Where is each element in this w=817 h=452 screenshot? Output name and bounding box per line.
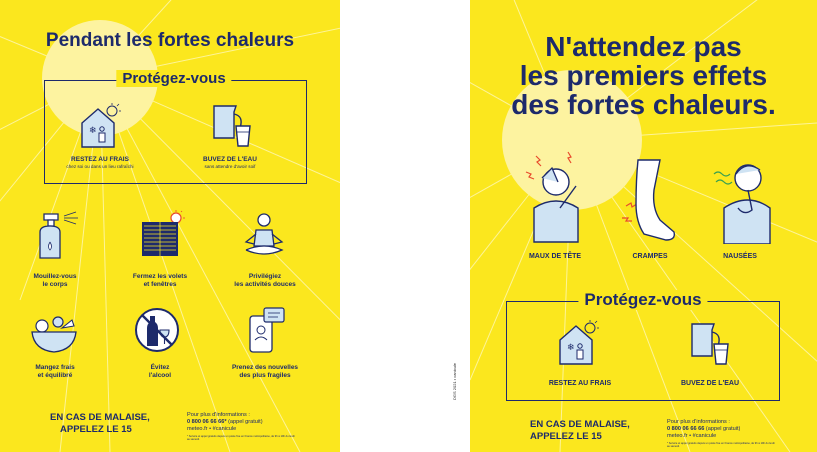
info-phone: 0 800 06 66 66*	[187, 419, 227, 425]
info-web: meteo.fr • #canicule	[667, 433, 717, 439]
stay-cool-label: RESTEZ AU FRAIS	[71, 156, 129, 163]
title-line3: des fortes chaleurs.	[511, 89, 776, 120]
no-alcohol-icon	[133, 306, 181, 354]
poster-title	[470, 32, 817, 119]
poster-title: Pendant les fortes chaleurs	[45, 30, 295, 51]
tip-alcohol-line2: l'alcool	[148, 372, 172, 379]
malaise-line1: EN CAS DE MALAISE,	[530, 419, 630, 430]
house-cool-icon	[556, 320, 600, 368]
title-line2: les premiers effets	[519, 60, 768, 91]
nausea-icon	[708, 150, 778, 244]
tip-alcohol-line1: Évitez	[150, 364, 170, 371]
headache-icon	[520, 148, 590, 244]
tip-eat-line1: Mangez frais	[35, 364, 75, 371]
tip-check-line2: des plus fragiles	[239, 372, 291, 379]
spray-bottle-icon	[34, 210, 80, 262]
svg-text:❄: ❄	[89, 125, 97, 135]
water-jug-icon	[206, 98, 256, 150]
poster-right	[470, 0, 817, 452]
tip-gentle-line2: les activités douces	[234, 281, 296, 288]
tip-wet-body-line2: le corps	[42, 281, 68, 288]
symptom-cramps: CRAMPES	[632, 253, 668, 260]
symptom-headache: MAUX DE TÊTE	[528, 253, 582, 260]
cramp-leg-icon	[618, 158, 678, 244]
tip-shutters-line2: et fenêtres	[143, 281, 177, 288]
tip-check-line1: Prenez des nouvelles	[231, 364, 299, 371]
drink-water-label: BUVEZ DE L'EAU	[203, 156, 257, 163]
info-phone-line	[667, 426, 740, 433]
phone-message-icon	[246, 306, 286, 354]
info-web: meteo.fr • #canicule	[187, 426, 237, 432]
fine-print: * Service et appel gratuits depuis un poste fixe en France métropolitaine, de 9h à 19h du lundi au samedi.	[187, 435, 295, 442]
stay-cool-label: RESTEZ AU FRAIS	[548, 380, 612, 387]
stay-cool-sub: chez soi ou dans un lieu rafraîchi	[66, 164, 134, 169]
protect-header: Protégez-vous	[116, 70, 231, 87]
tip-eat-line2: et équilibré	[37, 372, 73, 379]
title-line1: N'attendez pas	[545, 31, 742, 62]
malaise-line2: APPELEZ LE 15	[530, 431, 602, 442]
salad-bowl-icon	[28, 312, 80, 356]
tip-shutters-line1: Fermez les volets	[132, 273, 188, 280]
drink-water-sub: sans attendre d'avoir soif	[204, 164, 256, 169]
fine-print: * Service et appel gratuits depuis un poste fixe en France métropolitaine, de 9h à 19h du lundi au samedi.	[667, 442, 775, 449]
house-cool-icon	[78, 103, 122, 151]
svg-text:❄: ❄	[567, 342, 575, 352]
shutters-icon	[140, 210, 186, 260]
tip-gentle-line1: Privilégiez	[248, 273, 282, 280]
water-jug-icon	[684, 316, 734, 368]
tip-wet-body-line1: Mouillez-vous	[33, 273, 77, 280]
info-phone-note: (appel gratuit)	[704, 426, 741, 432]
meditation-icon	[240, 210, 288, 260]
protect-header: Protégez-vous	[578, 290, 707, 310]
poster-left	[0, 0, 340, 452]
malaise-line2: APPELEZ LE 15	[60, 424, 132, 435]
spine-text: DGS 2021 • canicule	[452, 363, 457, 400]
info-phone: 0 800 06 66 66	[667, 426, 705, 432]
drink-water-label: BUVEZ DE L'EAU	[680, 380, 740, 387]
info-intro: Pour plus d'informations :	[667, 419, 730, 425]
malaise-line1: EN CAS DE MALAISE,	[50, 412, 150, 423]
info-phone-line	[187, 419, 263, 426]
info-phone-note: (appel gratuit)	[226, 419, 263, 425]
info-intro: Pour plus d'informations :	[187, 412, 250, 418]
symptom-nausea: NAUSÉES	[723, 253, 757, 260]
